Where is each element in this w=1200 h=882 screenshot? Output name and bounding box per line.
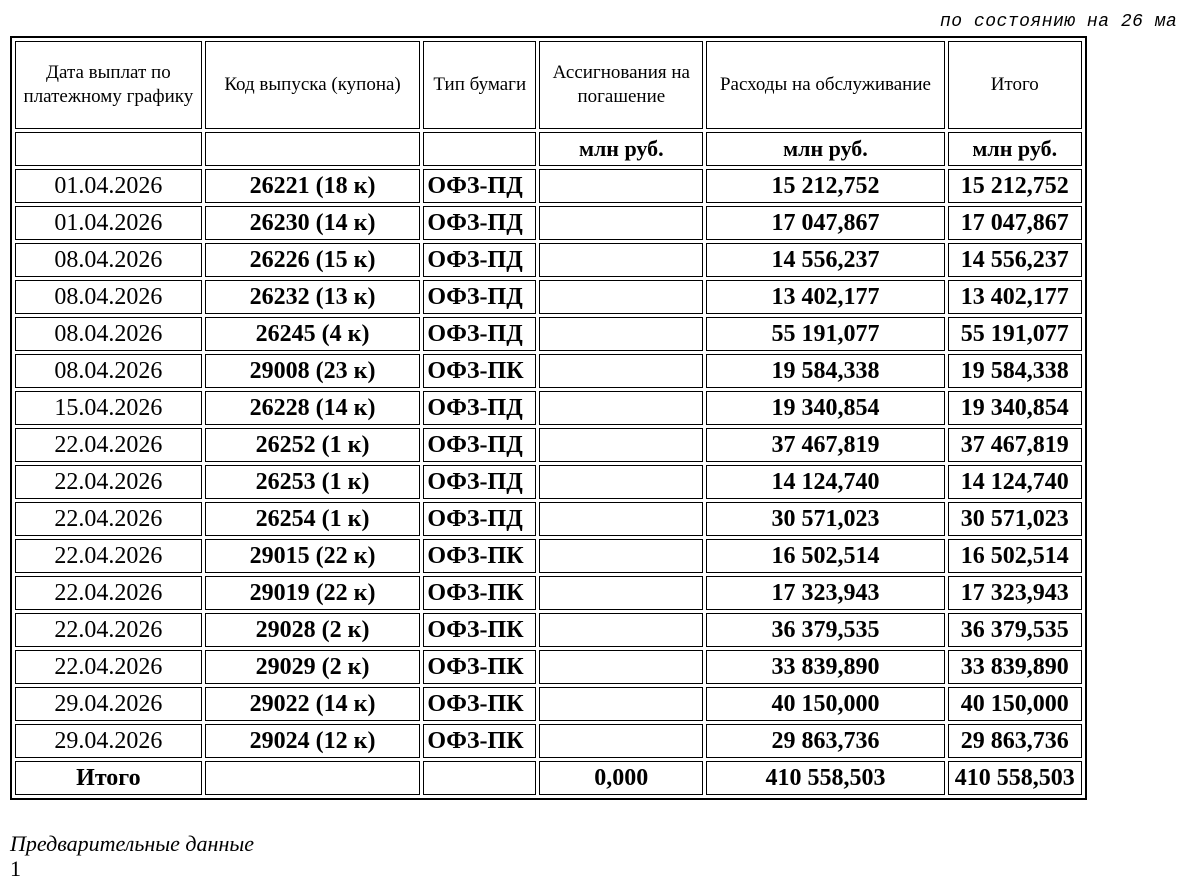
cell-date: 08.04.2026	[15, 317, 202, 351]
footnote-mark: 1	[10, 856, 21, 881]
cell-service-expense: 19 340,854	[706, 391, 944, 425]
cell-date: 22.04.2026	[15, 539, 202, 573]
table-row	[15, 687, 1082, 721]
table-row	[15, 428, 1082, 462]
total-cell-type	[423, 761, 536, 795]
cell-total: 17 323,943	[948, 576, 1082, 610]
cell-issue-code: 29019 (22 к)	[205, 576, 421, 610]
cell-security-type: ОФЗ-ПД	[423, 317, 536, 351]
unit-cell-date	[15, 132, 202, 166]
cell-security-type: ОФЗ-ПД	[423, 502, 536, 536]
cell-security-type: ОФЗ-ПД	[423, 169, 536, 203]
table-row	[15, 650, 1082, 684]
unit-cell-type	[423, 132, 536, 166]
cell-issue-code: 26252 (1 к)	[205, 428, 421, 462]
cell-security-type: ОФЗ-ПД	[423, 206, 536, 240]
cell-total: 37 467,819	[948, 428, 1082, 462]
cell-redemption	[539, 391, 703, 425]
cell-total: 13 402,177	[948, 280, 1082, 314]
cell-issue-code: 29024 (12 к)	[205, 724, 421, 758]
total-redemption: 0,000	[539, 761, 703, 795]
cell-total: 30 571,023	[948, 502, 1082, 536]
cell-redemption	[539, 650, 703, 684]
cell-issue-code: 26228 (14 к)	[205, 391, 421, 425]
cell-security-type: ОФЗ-ПК	[423, 539, 536, 573]
cell-date: 08.04.2026	[15, 354, 202, 388]
total-cell-code	[205, 761, 421, 795]
cell-security-type: ОФЗ-ПД	[423, 465, 536, 499]
cell-issue-code: 29008 (23 к)	[205, 354, 421, 388]
totals-row	[15, 761, 1082, 795]
cell-security-type: ОФЗ-ПК	[423, 576, 536, 610]
table-row	[15, 354, 1082, 388]
table-row	[15, 317, 1082, 351]
cell-issue-code: 26230 (14 к)	[205, 206, 421, 240]
cell-date: 29.04.2026	[15, 724, 202, 758]
table-row	[15, 576, 1082, 610]
cell-service-expense: 17 323,943	[706, 576, 944, 610]
cell-redemption	[539, 169, 703, 203]
cell-total: 16 502,514	[948, 539, 1082, 573]
cell-date: 29.04.2026	[15, 687, 202, 721]
table-row	[15, 206, 1082, 240]
cell-security-type: ОФЗ-ПК	[423, 613, 536, 647]
cell-date: 22.04.2026	[15, 502, 202, 536]
cell-service-expense: 15 212,752	[706, 169, 944, 203]
cell-service-expense: 17 047,867	[706, 206, 944, 240]
unit-cell-total: млн руб.	[948, 132, 1082, 166]
cell-redemption	[539, 354, 703, 388]
cell-date: 08.04.2026	[15, 280, 202, 314]
cell-total: 17 047,867	[948, 206, 1082, 240]
cell-issue-code: 29029 (2 к)	[205, 650, 421, 684]
cell-service-expense: 14 556,237	[706, 243, 944, 277]
table-row	[15, 391, 1082, 425]
cell-total: 55 191,077	[948, 317, 1082, 351]
cell-service-expense: 13 402,177	[706, 280, 944, 314]
cell-redemption	[539, 724, 703, 758]
unit-cell-code	[205, 132, 421, 166]
cell-redemption	[539, 206, 703, 240]
cell-service-expense: 40 150,000	[706, 687, 944, 721]
payment-schedule-table	[10, 36, 1087, 800]
cell-security-type: ОФЗ-ПД	[423, 428, 536, 462]
cell-date: 22.04.2026	[15, 650, 202, 684]
cell-total: 29 863,736	[948, 724, 1082, 758]
table-row	[15, 724, 1082, 758]
table-row	[15, 243, 1082, 277]
cell-security-type: ОФЗ-ПК	[423, 724, 536, 758]
cell-redemption	[539, 280, 703, 314]
cell-service-expense: 55 191,077	[706, 317, 944, 351]
cell-total: 36 379,535	[948, 613, 1082, 647]
cell-issue-code: 26221 (18 к)	[205, 169, 421, 203]
cell-security-type: ОФЗ-ПК	[423, 687, 536, 721]
total-grand: 410 558,503	[948, 761, 1082, 795]
cell-date: 01.04.2026	[15, 206, 202, 240]
column-header-redemption: Ассигнования на погашение	[539, 41, 703, 129]
cell-redemption	[539, 502, 703, 536]
cell-total: 19 340,854	[948, 391, 1082, 425]
cell-redemption	[539, 613, 703, 647]
column-header-code: Код выпуска (купона)	[205, 41, 421, 129]
cell-total: 40 150,000	[948, 687, 1082, 721]
cell-redemption	[539, 428, 703, 462]
cell-total: 15 212,752	[948, 169, 1082, 203]
cell-service-expense: 37 467,819	[706, 428, 944, 462]
units-row	[15, 132, 1082, 166]
cell-issue-code: 29028 (2 к)	[205, 613, 421, 647]
cell-service-expense: 36 379,535	[706, 613, 944, 647]
cell-issue-code: 26226 (15 к)	[205, 243, 421, 277]
cell-issue-code: 26245 (4 к)	[205, 317, 421, 351]
cell-date: 22.04.2026	[15, 613, 202, 647]
cell-redemption	[539, 576, 703, 610]
cell-date: 22.04.2026	[15, 428, 202, 462]
table-row	[15, 465, 1082, 499]
unit-cell-service: млн руб.	[706, 132, 944, 166]
cell-total: 19 584,338	[948, 354, 1082, 388]
table-row	[15, 502, 1082, 536]
cell-total: 33 839,890	[948, 650, 1082, 684]
cell-issue-code: 26254 (1 к)	[205, 502, 421, 536]
cell-issue-code: 26232 (13 к)	[205, 280, 421, 314]
cell-issue-code: 29015 (22 к)	[205, 539, 421, 573]
cell-date: 15.04.2026	[15, 391, 202, 425]
cell-security-type: ОФЗ-ПД	[423, 280, 536, 314]
as-of-date-header: по состоянию на 26 ма	[940, 12, 1178, 32]
cell-service-expense: 30 571,023	[706, 502, 944, 536]
table-row	[15, 613, 1082, 647]
column-header-total: Итого	[948, 41, 1082, 129]
cell-security-type: ОФЗ-ПД	[423, 391, 536, 425]
cell-redemption	[539, 687, 703, 721]
table-row	[15, 539, 1082, 573]
cell-service-expense: 16 502,514	[706, 539, 944, 573]
cell-redemption	[539, 465, 703, 499]
column-header-date: Дата выплат по платежному графику	[15, 41, 202, 129]
cell-total: 14 556,237	[948, 243, 1082, 277]
table-row	[15, 280, 1082, 314]
cell-security-type: ОФЗ-ПД	[423, 243, 536, 277]
table-row	[15, 169, 1082, 203]
cell-date: 01.04.2026	[15, 169, 202, 203]
column-header-type: Тип бумаги	[423, 41, 536, 129]
cell-date: 08.04.2026	[15, 243, 202, 277]
cell-service-expense: 19 584,338	[706, 354, 944, 388]
cell-issue-code: 26253 (1 к)	[205, 465, 421, 499]
cell-redemption	[539, 539, 703, 573]
cell-date: 22.04.2026	[15, 465, 202, 499]
cell-security-type: ОФЗ-ПК	[423, 354, 536, 388]
preliminary-data-note: Предварительные данные	[10, 831, 255, 856]
cell-redemption	[539, 317, 703, 351]
cell-service-expense: 14 124,740	[706, 465, 944, 499]
cell-security-type: ОФЗ-ПК	[423, 650, 536, 684]
unit-cell-redemption: млн руб.	[539, 132, 703, 166]
cell-total: 14 124,740	[948, 465, 1082, 499]
cell-date: 22.04.2026	[15, 576, 202, 610]
cell-redemption	[539, 243, 703, 277]
cell-service-expense: 33 839,890	[706, 650, 944, 684]
cell-issue-code: 29022 (14 к)	[205, 687, 421, 721]
column-header-service: Расходы на обслуживание	[706, 41, 944, 129]
total-service-expense: 410 558,503	[706, 761, 944, 795]
total-label: Итого	[15, 761, 202, 795]
header-row	[15, 41, 1082, 129]
cell-service-expense: 29 863,736	[706, 724, 944, 758]
